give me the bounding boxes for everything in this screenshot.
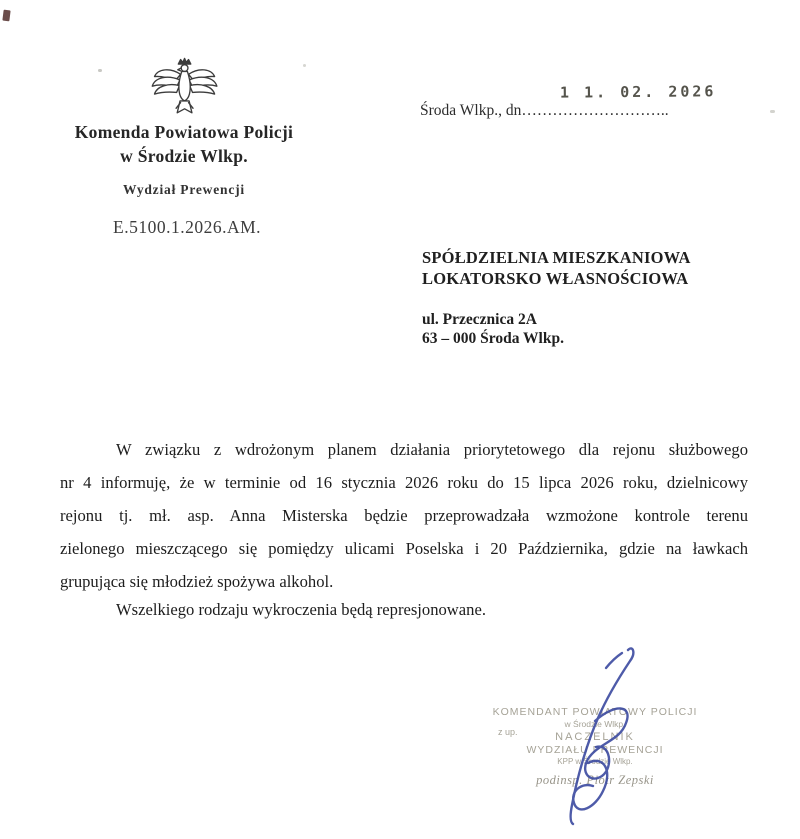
body-line: rejonu tj. mł. asp. Anna Misterska będzie przeprowadzała wzmożone kontrole terenu — [60, 506, 748, 525]
scan-artifact-speck — [770, 110, 775, 113]
coat-of-arms-eagle-icon — [150, 53, 218, 125]
stamp-zup-prefix: z up. — [498, 727, 518, 737]
scan-artifact-speck — [303, 64, 306, 67]
recipient-name-line1: SPÓŁDZIELNIA MIESZKANIOWA — [422, 248, 691, 267]
recipient-name-line2: LOKATORSKO WŁASNOŚCIOWA — [422, 269, 689, 288]
stamp-signer-name: podinsp. Piotr Zepski — [536, 773, 654, 787]
department-name: Wydział Prewencji — [123, 182, 245, 197]
handwritten-signature — [500, 643, 700, 833]
reference-number: E.5100.1.2026.AM. — [113, 217, 262, 237]
recipient-city: 63 – 000 Środa Wlkp. — [422, 330, 564, 347]
stamp-title: KOMENDANT POWIATOWY POLICJI — [492, 706, 698, 718]
body-line: grupująca się młodzież spożywa alkohol. — [60, 572, 334, 591]
body-line: W związku z wdrożonym planem działania priorytetowego dla rejonu służbowego — [116, 440, 748, 459]
org-name — [28, 120, 340, 168]
place-and-date-line: Środa Wlkp., dn……………………….. — [420, 102, 669, 119]
stamp-division: WYDZIAŁU PREWENCJI — [526, 744, 664, 756]
org-name-line2: w Środzie Wlkp. — [120, 146, 248, 166]
org-name-line1: Komenda Powiatowa Policji — [74, 122, 294, 142]
recipient-street: ul. Przecznica 2A — [422, 311, 537, 328]
body-line: nr 4 informuję, że w terminie od 16 stycznia 2026 roku do 15 lipca 2026 roku, dzielnicowy — [60, 473, 748, 492]
scan-artifact-corner-mark — [2, 10, 10, 22]
body-line: zielonego mieszczącego się pomiędzy ulicami Poselska i 20 Października, gdzie na ławkach — [60, 539, 748, 558]
stamp-unit: KPP w Środzie Wlkp. — [557, 757, 633, 766]
scan-artifact-speck — [98, 69, 102, 72]
body-closing-line: Wszelkiego rodzaju wykroczenia będą represjonowane. — [116, 600, 486, 619]
date-stamp: 1 1. 02. 2026 — [559, 82, 717, 102]
stamp-role: NACZELNIK — [555, 731, 635, 743]
stamp-location: w Środzie Wlkp. — [564, 719, 626, 729]
recipient-address — [422, 310, 564, 348]
recipient-name — [422, 247, 691, 289]
